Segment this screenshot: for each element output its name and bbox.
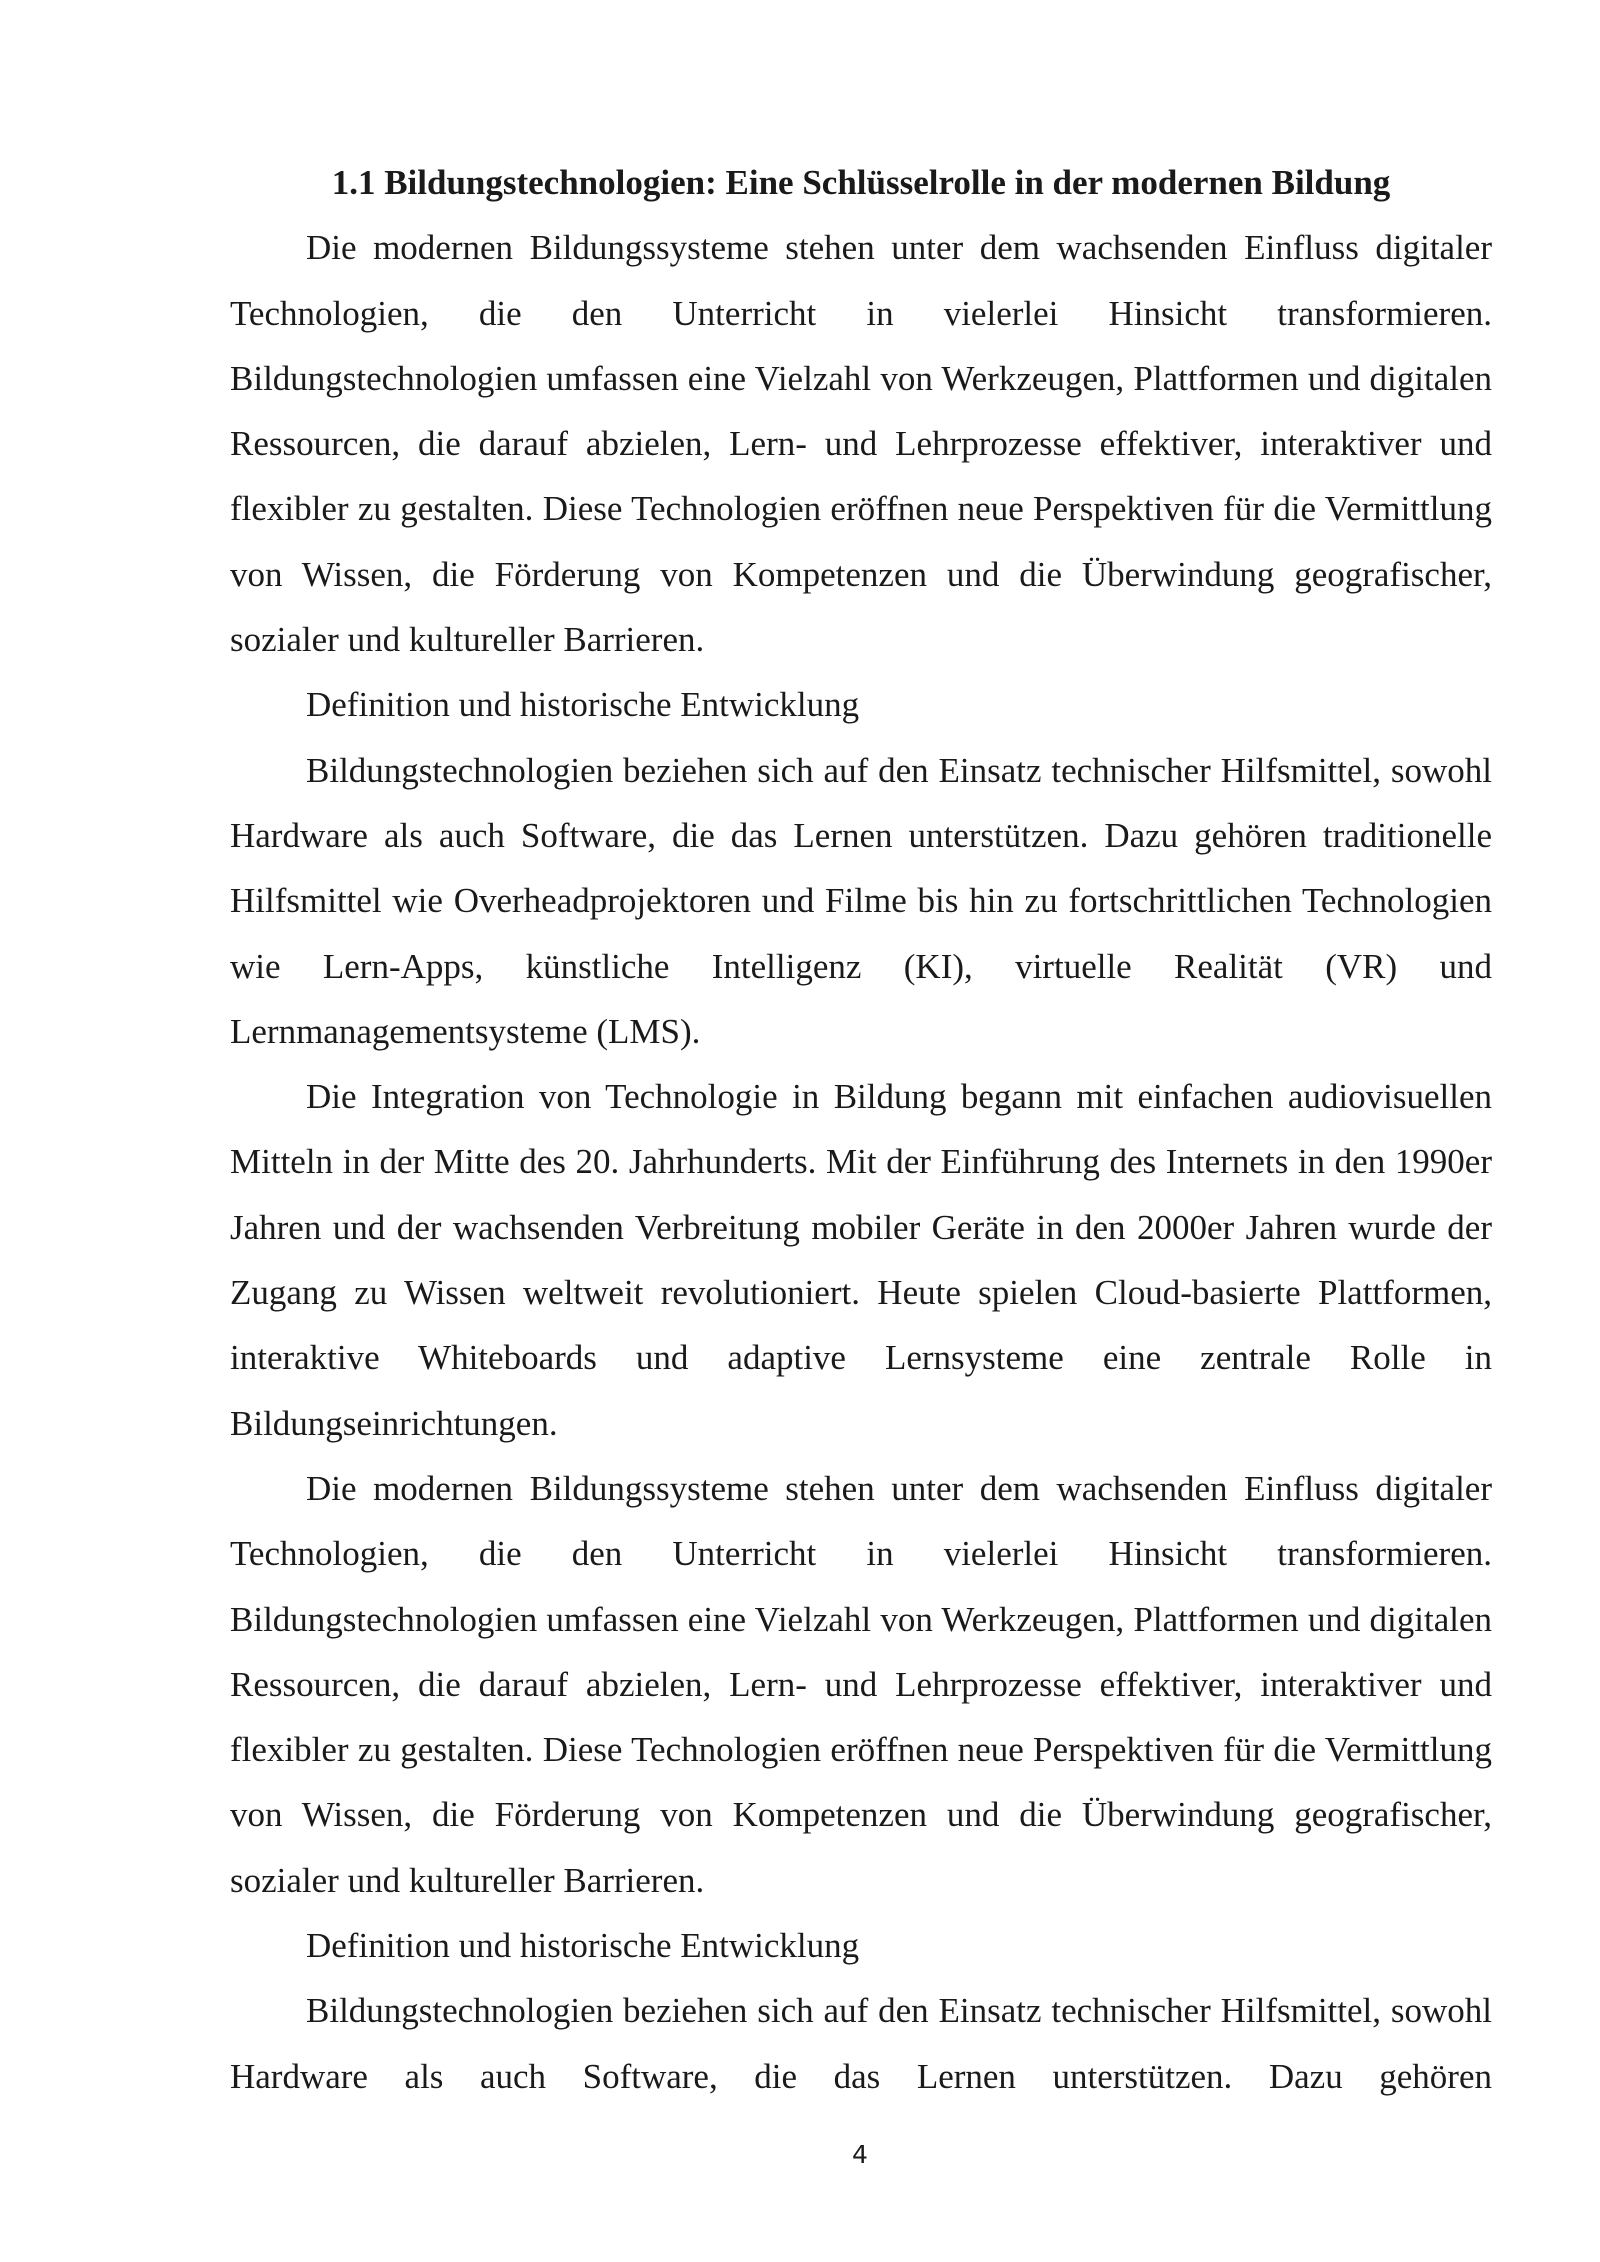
page-number: 4 (852, 2140, 868, 2169)
paragraph-intro-repeat: Die modernen Bildungssysteme stehen unter dem wachsenden Einfluss digitaler Technologien, die den Unterricht in vielerlei Hinsicht transformieren. Bildungstechnologien umfassen eine Vielzahl von Werkzeugen, Plattformen und digitalen Ressourcen, die darauf abzielen, Lern- und Lehrprozesse effektiver, interaktiver und flexibler zu gestalten. Diese Technologien eröffnen neue Perspektiven für die Vermittlung von Wissen, die Förderung von Kompetenzen und die Überwindung geografischer, sozialer und kultureller Barrieren. (230, 1468, 1492, 1900)
page-content (230, 150, 1492, 2109)
paragraph-history: Die Integration von Technologie in Bildung begann mit einfachen audiovisuellen Mitteln in der Mitte des 20. Jahrhunderts. Mit der Einführung des Internets in den 1990er Jahren und der wachsenden Verbreitung mobiler Geräte in den 2000er Jahren wurde der Zugang zu Wissen weltweit revolutioniert. Heute spielen Cloud-basierte Plattformen, interaktive Whiteboards und adaptive Lernsysteme eine zentrale Rolle in Bildungseinrichtungen. (230, 1077, 1492, 1443)
paragraph-intro: Die modernen Bildungssysteme stehen unter dem wachsenden Einfluss digitaler Technologien, die den Unterricht in vielerlei Hinsicht transformieren. Bildungstechnologien umfassen eine Vielzahl von Werkzeugen, Plattformen und digitalen Ressourcen, die darauf abzielen, Lern- und Lehrprozesse effektiver, interaktiver und flexibler zu gestalten. Diese Technologien eröffnen neue Perspektiven für die Vermittlung von Wissen, die Förderung von Kompetenzen und die Überwindung geografischer, sozialer und kultureller Barrieren. (230, 228, 1492, 660)
subheading-definition-repeat: Definition und historische Entwicklung (306, 1926, 860, 1966)
subheading-definition: Definition und historische Entwicklung (306, 685, 860, 725)
section-heading: 1.1 Bildungstechnologien: Eine Schlüsselrolle in der modernen Bildung (331, 163, 1391, 202)
paragraph-definition: Bildungstechnologien beziehen sich auf den Einsatz technischer Hilfsmittel, sowohl Hardware als auch Software, die das Lernen unterstützen. Dazu gehören traditionelle Hilfsmittel wie Overheadprojektoren und Filme bis hin zu fortschrittlichen Technologien wie Lern-Apps, künstliche Intelligenz (KI), virtuelle Realität (VR) und Lernmanagementsysteme (LMS). (230, 750, 1492, 1051)
paragraph-definition-partial: Bildungstechnologien beziehen sich auf den Einsatz technischer Hilfsmittel, sowohl Hardware als auch Software, die das Lernen unterstützen. Dazu gehören (230, 1991, 1492, 2096)
